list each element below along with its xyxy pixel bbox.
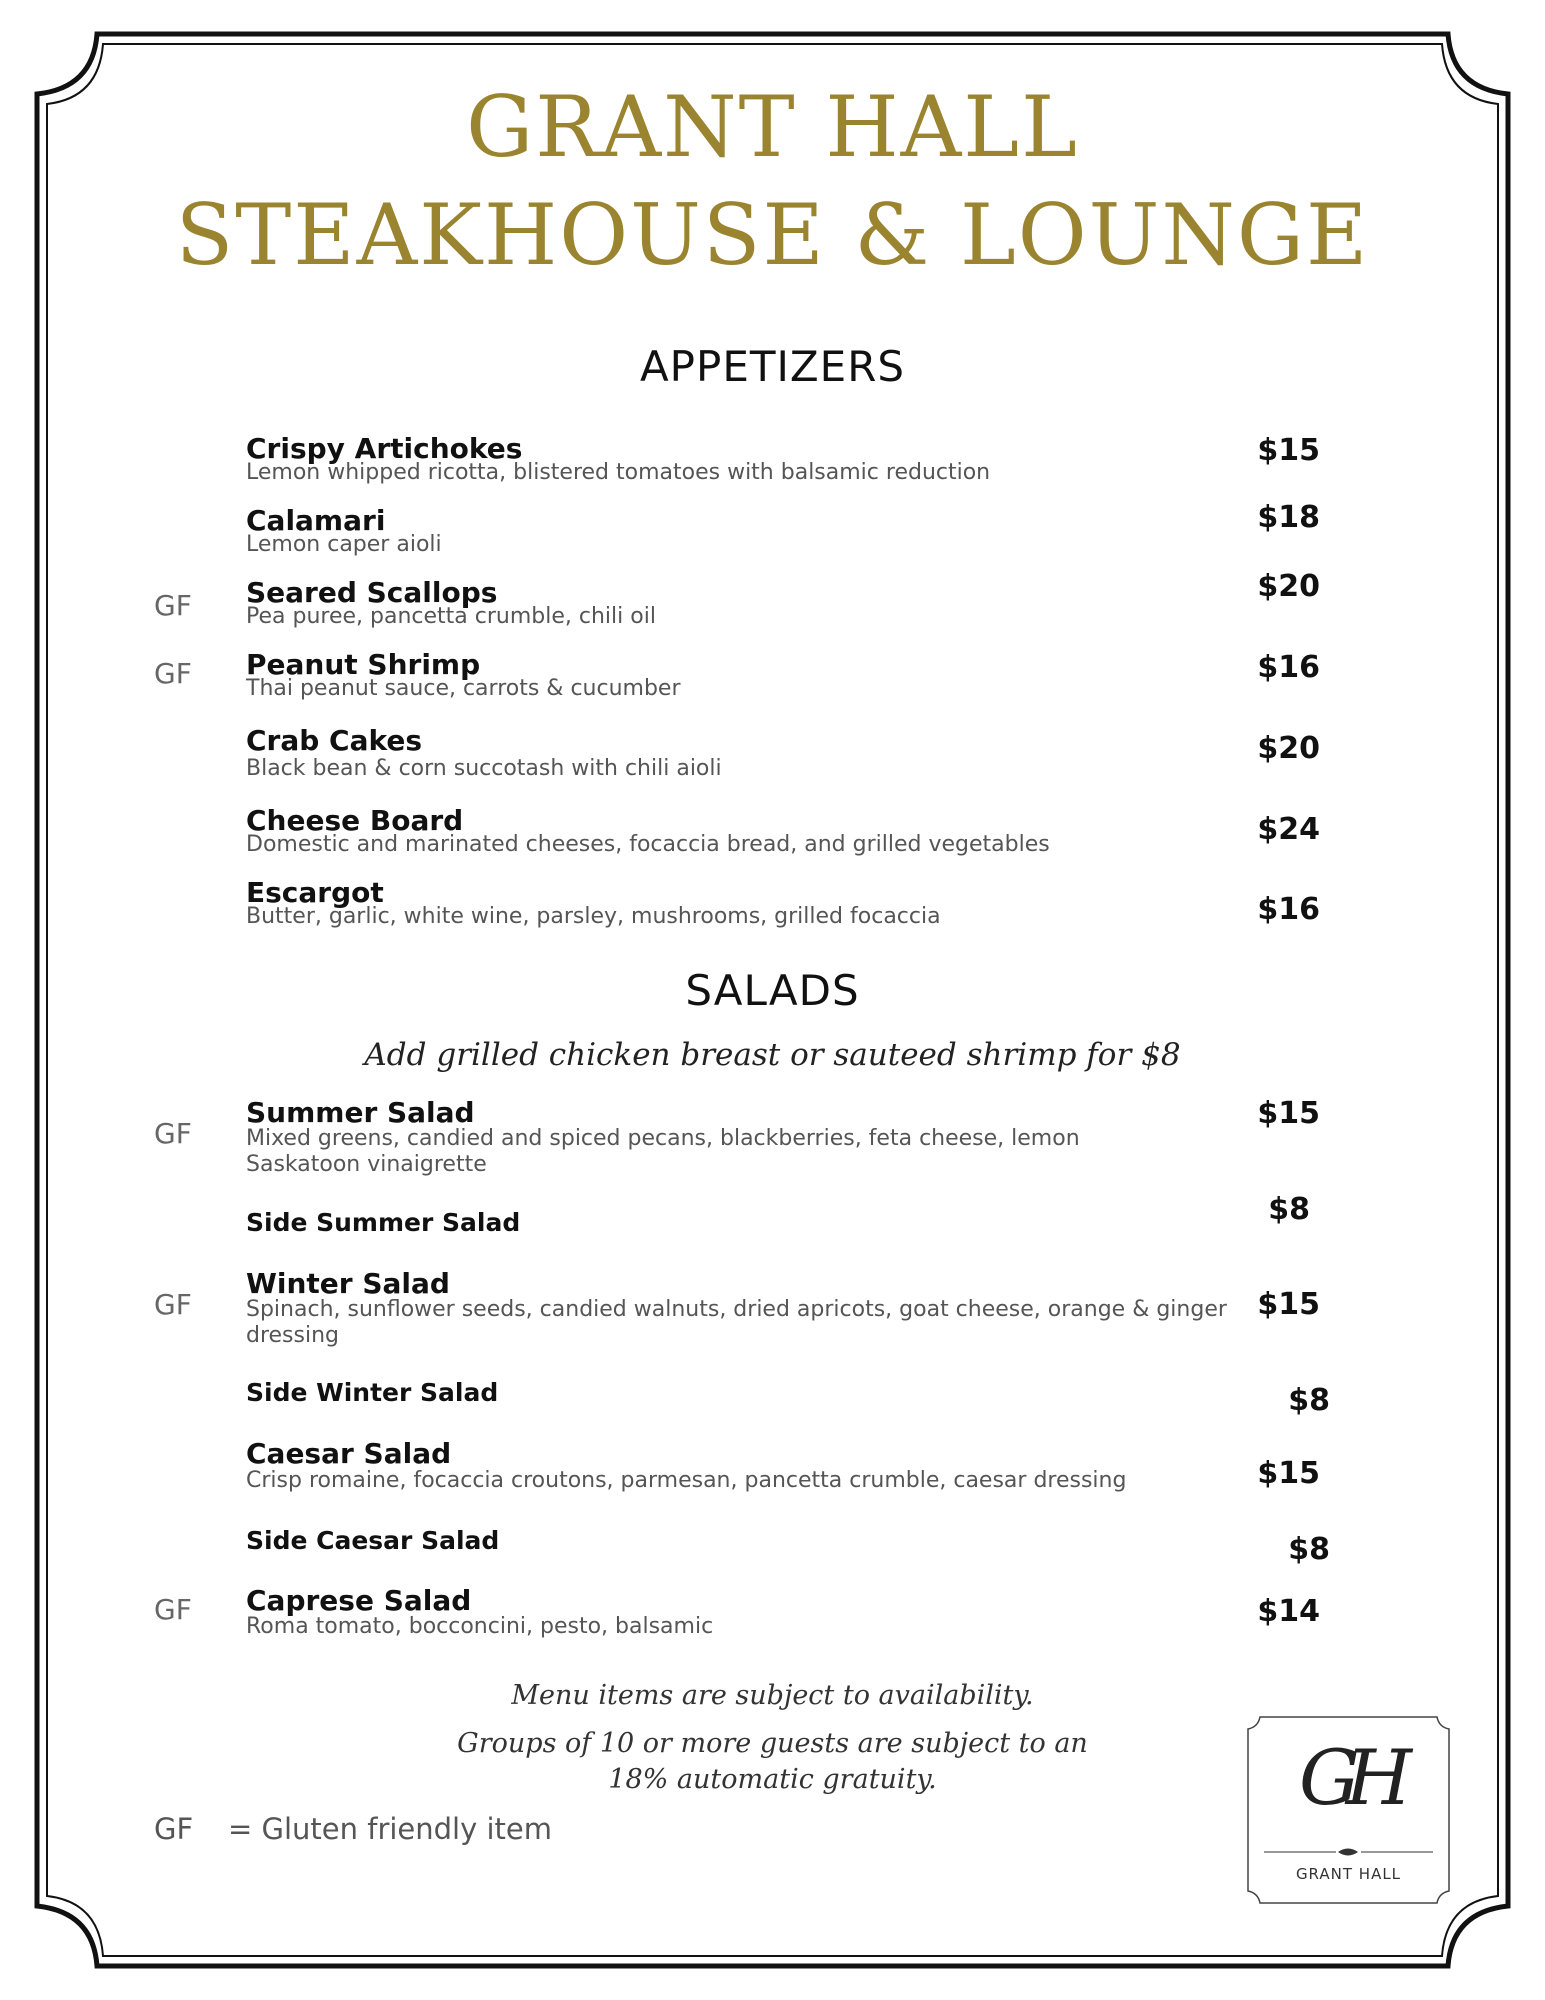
item-description: Thai peanut sauce, carrots & cucumber	[246, 676, 681, 701]
gf-marker: GF	[154, 1117, 192, 1150]
item-price: $15	[1257, 433, 1320, 468]
item-name: Cheese Board	[246, 804, 464, 837]
item-description: Butter, garlic, white wine, parsley, mushrooms, grilled focaccia	[246, 904, 941, 929]
item-description: Spinach, sunflower seeds, candied walnuts, dried apricots, goat cheese, orange & ginger dressing	[246, 1297, 1227, 1348]
salads-addon-note: Add grilled chicken breast or sauteed shrimp for $8	[364, 1037, 1181, 1073]
appetizers-heading: APPETIZERS	[639, 342, 906, 391]
gratuity-note-line2: 18% automatic gratuity.	[608, 1764, 937, 1795]
item-name: Crab Cakes	[246, 724, 423, 757]
item-name: Peanut Shrimp	[246, 648, 481, 681]
item-price: $14	[1257, 1594, 1320, 1629]
item-name: Calamari	[246, 504, 386, 537]
item-name: Side Summer Salad	[246, 1208, 521, 1237]
item-description: Mixed greens, candied and spiced pecans, blackberries, feta cheese, lemon Saskatoon vinaigrette	[246, 1126, 1080, 1177]
item-description: Roma tomato, bocconcini, pesto, balsamic	[246, 1614, 714, 1639]
logo-monogram: GH	[1299, 1733, 1398, 1822]
item-name: Seared Scallops	[246, 576, 498, 609]
availability-note: Menu items are subject to availability.	[511, 1680, 1034, 1711]
legend-gf-key: GF	[154, 1812, 194, 1846]
item-name: Summer Salad	[246, 1096, 475, 1129]
item-price: $8	[1288, 1532, 1330, 1567]
logo-name: GRANT HALL	[1295, 1865, 1402, 1883]
item-price: $8	[1268, 1192, 1310, 1227]
item-description: Crisp romaine, focaccia croutons, parmesan, pancetta crumble, caesar dressing	[246, 1468, 1127, 1493]
item-description: Black bean & corn succotash with chili aioli	[246, 756, 722, 781]
gf-marker: GF	[154, 657, 192, 690]
gratuity-note-line1: Groups of 10 or more guests are subject to an	[457, 1728, 1088, 1759]
item-price: $16	[1257, 650, 1320, 685]
item-price: $18	[1257, 500, 1320, 535]
gf-marker: GF	[154, 1288, 192, 1321]
item-name: Side Winter Salad	[246, 1378, 499, 1407]
item-description: Lemon caper aioli	[246, 532, 442, 557]
item-name: Side Caesar Salad	[246, 1526, 500, 1555]
grant-hall-logo	[1246, 1715, 1451, 1905]
restaurant-name-line1: GRANT HALL	[466, 78, 1079, 176]
gf-marker: GF	[154, 1593, 192, 1626]
item-description: Lemon whipped ricotta, blistered tomatoes with balsamic reduction	[246, 460, 991, 485]
item-price: $15	[1257, 1287, 1320, 1322]
item-name: Caprese Salad	[246, 1584, 472, 1617]
item-price: $15	[1257, 1456, 1320, 1491]
item-description: Domestic and marinated cheeses, focaccia bread, and grilled vegetables	[246, 832, 1050, 857]
salads-heading: SALADS	[685, 966, 860, 1015]
item-name: Caesar Salad	[246, 1437, 452, 1470]
item-price: $16	[1257, 892, 1320, 927]
legend-gf-text: = Gluten friendly item	[228, 1812, 553, 1846]
restaurant-name-line2: STEAKHOUSE & LOUNGE	[175, 186, 1370, 284]
item-price: $24	[1257, 812, 1320, 847]
item-price: $15	[1257, 1096, 1320, 1131]
gf-marker: GF	[154, 589, 192, 622]
item-price: $8	[1288, 1383, 1330, 1418]
item-name: Winter Salad	[246, 1267, 450, 1300]
item-price: $20	[1257, 569, 1320, 604]
item-name: Crispy Artichokes	[246, 432, 523, 465]
item-name: Escargot	[246, 876, 384, 909]
item-price: $20	[1257, 731, 1320, 766]
item-description: Pea puree, pancetta crumble, chili oil	[246, 604, 656, 629]
